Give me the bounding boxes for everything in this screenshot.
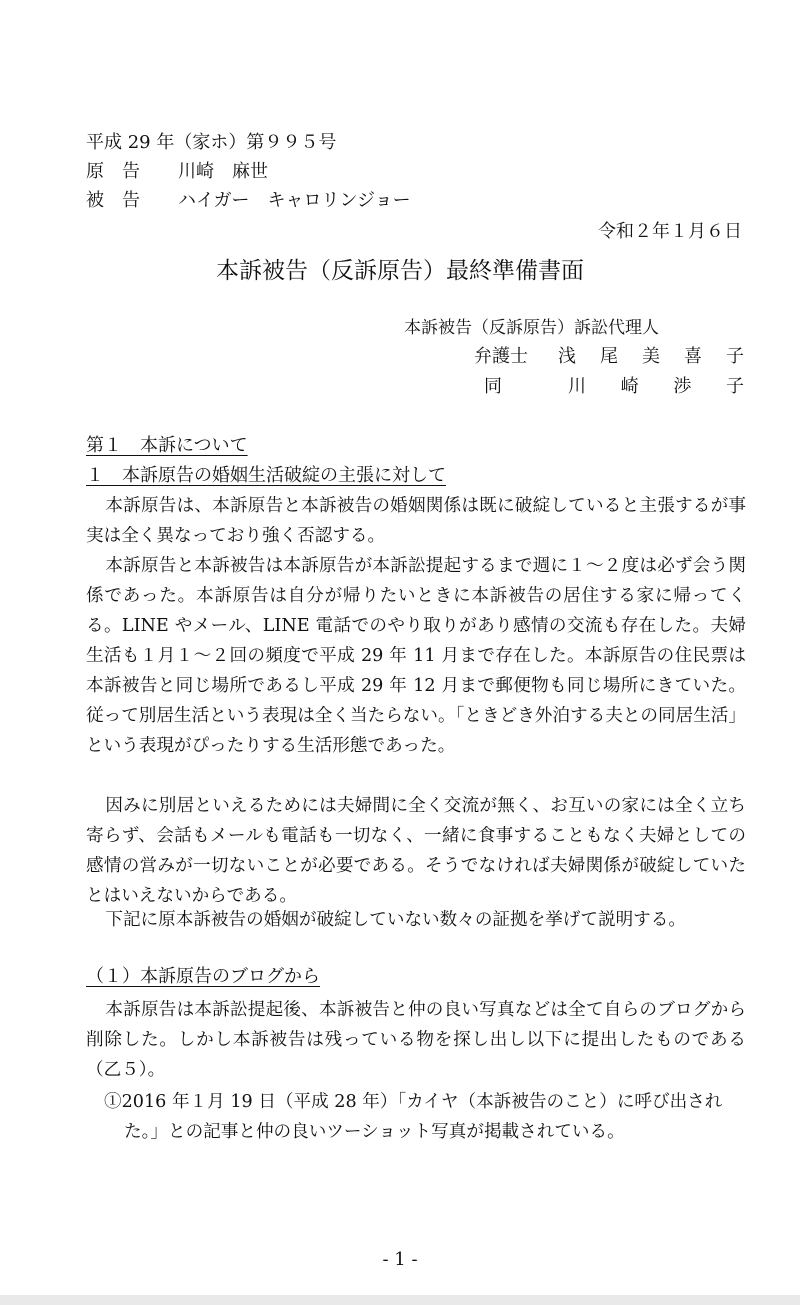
plaintiff-label: 原 告 xyxy=(86,161,140,182)
attorney-name-char: 美 xyxy=(642,346,660,367)
attorney-name-char: 喜 xyxy=(684,346,702,367)
attorney-title: 同 xyxy=(484,376,502,397)
attorney-name-char: 浅 xyxy=(558,346,576,367)
defendant-label: 被 告 xyxy=(86,190,140,211)
attorney-name-char: 子 xyxy=(726,346,744,367)
attorney-name-char: 川 xyxy=(568,376,586,397)
paragraph: 因みに別居といえるためには夫婦間に全く交流が無く、お互いの家には全く立ち寄らず、会話もメールも電話も一切なく、一緒に食事することもなく夫婦としての感情の営みが一切ないことが必要である。そうでなければ夫婦関係が破綻していたとはいえないからである。 xyxy=(86,796,746,906)
attorney-title: 弁護士 xyxy=(474,346,528,367)
paragraph: 本訴原告は本訴訟提起後、本訴被告と仲の良い写真などは全て自らのブログから削除した。しかし本訴被告は残っている物を探し出し以下に提出したものである（乙５）。 xyxy=(86,1000,746,1080)
plaintiff-name: 川崎 麻世 xyxy=(178,161,268,182)
attorney-heading: 本訴被告（反訴原告）訴訟代理人 xyxy=(404,318,659,338)
subsection-heading: （１）本訴原告のブログから xyxy=(86,966,320,987)
page-bottom-edge xyxy=(0,1295,800,1305)
list-item: ①2016 年１月 19 日（平成 28 年）「カイヤ（本訴被告のこと）に呼び出された。」との記事と仲の良いツーショット写真が掲載されている。 xyxy=(104,1092,723,1142)
attorney-name-char: 渉 xyxy=(673,376,692,397)
attorney-row xyxy=(474,345,744,369)
section-heading: 第１ 本訴について xyxy=(86,435,248,456)
paragraph: 本訴原告と本訴被告は本訴原告が本訴訟提起するまで週に１～２度は必ず会う関係であった。本訴原告は自分が帰りたいときに本訴被告の居住する家に帰ってくる。LINE やメール、LINE 電話でのやり取りがあり感情の交流も存在した。夫婦生活も１月１～２回の頻度で平成 29 年 11 月まで存在した。本訴原告の住民票は本訴被告と同じ場所であるし平成 29 年 12 月まで郵便物も同じ場所にきていた。従って別居生活という表現は全く当たらない。「ときどき外泊する夫との同居生活」という表現がぴったりする生活形態であった。 xyxy=(86,556,746,756)
page-number: - 1 - xyxy=(382,1249,418,1270)
document-title: 本訴被告（反訴原告）最終準備書面 xyxy=(216,258,584,284)
defendant-name: ハイガー キャロリンジョー xyxy=(178,190,411,211)
paragraph: 本訴原告は、本訴原告と本訴被告の婚姻関係は既に破綻していると主張するが事実は全く異なっており強く否認する。 xyxy=(86,496,746,546)
attorney-row xyxy=(474,375,744,399)
attorney-name xyxy=(558,375,744,399)
subsection-heading: １ 本訴原告の婚姻生活破綻の主張に対して xyxy=(86,465,446,486)
document-date: 令和２年１月６日 xyxy=(598,221,742,242)
attorney-name xyxy=(558,345,744,369)
attorney-name-char: 尾 xyxy=(600,346,618,367)
attorney-name-char: 子 xyxy=(725,376,744,397)
paragraph: 下記に原本訴被告の婚姻が破綻していない数々の証拠を挙げて説明する。 xyxy=(105,910,686,930)
attorney-name-char: 崎 xyxy=(620,376,639,397)
case-number: 平成 29 年（家ホ）第９９５号 xyxy=(86,132,337,153)
